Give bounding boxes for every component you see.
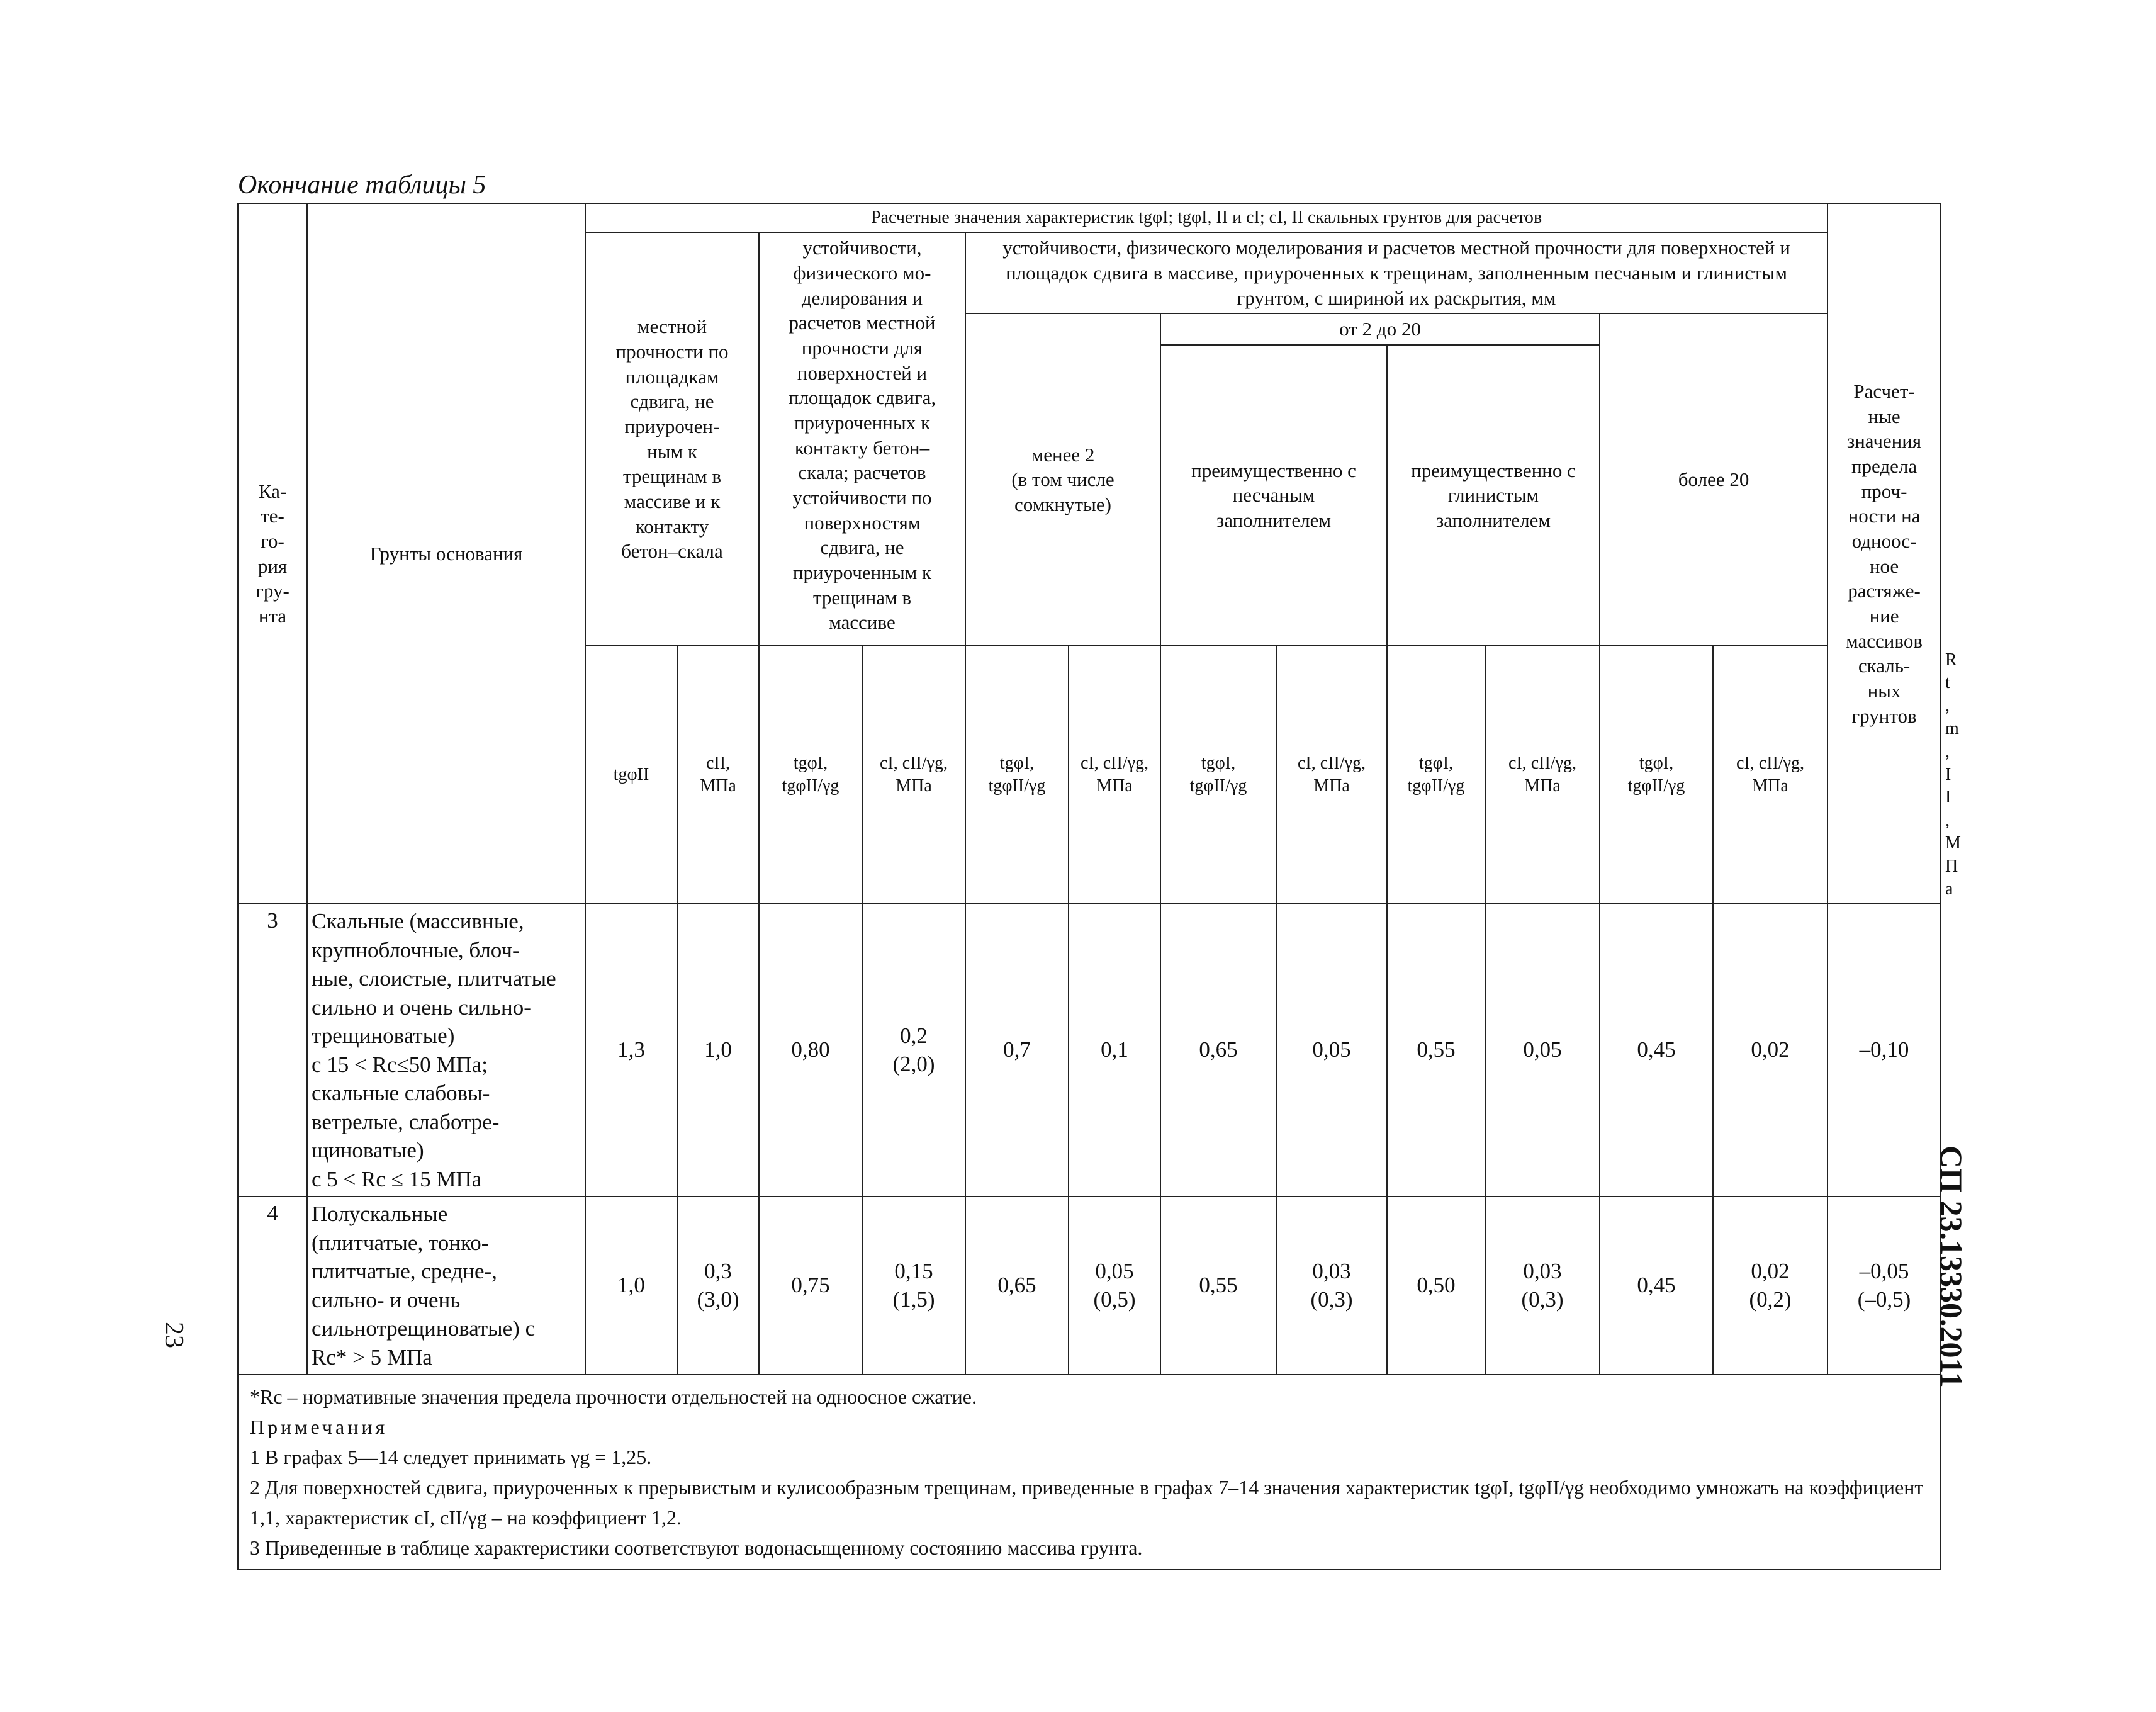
symbol-cell: tgφI, tgφII/γg xyxy=(1387,646,1485,904)
value-cell: 0,3 (3,0) xyxy=(677,1197,759,1375)
note-item: 1 В графах 5—14 следует принимать γg = 1,25. xyxy=(250,1446,652,1469)
row-soil: Скальные (массивные, крупноблочные, блоч- ные, слоистые, плитчатые сильно и очень сильно- трещиноватые) с 15 < Rc≤50 МПа; скальные слабовы- ветрелые, слаботре- щиноватые) с 5 < Rc ≤ 15 МПа xyxy=(307,904,585,1197)
footnote: *Rc – нормативные значения предела прочности отдельностей на одноосное сжатие. xyxy=(250,1385,977,1409)
header-sand: преимущественно с песчаным заполнителем xyxy=(1160,345,1387,646)
symbol-cell: cI, cII/γg, МПа xyxy=(862,646,965,904)
value-cell: 0,75 xyxy=(759,1197,862,1375)
symbol-cell: cI, cII/γg, МПа xyxy=(1069,646,1160,904)
value-cell: 0,65 xyxy=(1160,904,1276,1197)
header-soils: Грунты основания xyxy=(307,203,585,904)
symbol-cell: tgφII xyxy=(585,646,677,904)
value-cell: 0,2 (2,0) xyxy=(862,904,965,1197)
row-soil: Полускальные (плитчатые, тонко- плитчатые, средне-, сильно- и очень сильнотрещиноватые) с Rc* > 5 МПа xyxy=(307,1197,585,1375)
value-cell: –0,10 xyxy=(1828,904,1941,1197)
value-cell: 0,03 (0,3) xyxy=(1276,1197,1387,1375)
header-category: Ка- те- го- рия гру- нта xyxy=(238,203,307,904)
header-less2: менее 2 (в том числе сомкнутые) xyxy=(965,313,1160,646)
row-category: 4 xyxy=(238,1197,307,1375)
symbol-cell: tgφI, tgφII/γg xyxy=(965,646,1069,904)
header-tensile: Расчет- ные значения предела проч- ности на одноос- ное растяже- ние массивов скаль- ных грунтов xyxy=(1828,203,1941,904)
document-code: СП 23.13330.2011 xyxy=(1934,1146,1969,1388)
table-5: Ка- те- го- рия гру- нта Грунты основания Расчетные значения характеристик tgφI; tgφI, II и cI; cI, II скальных грунтов для расчетов Расчет- ные значения предела проч- ности на одноос- ное растяже- ние массивов скаль- ных грунтов местной прочности по площадкам сдвига, не приурочен- ным к трещинам в массиве и к контакту бетон–скала устойчивости, физического мо- делирования и расчетов местной прочности для поверхностей и площадок сдвига, приуроченных к контакту бетон– скала; расчетов устойчивости по поверхностям сдвига, не приуроченным к трещинам в массиве устойчивости, физического моделирования и расчетов местной прочности для поверхностей и площадок сдвига в массиве, приуроченных к трещинам, заполненным песчаным и глинистым грунтом, с шириной их раскрытия, мм менее 2 (в том числе сомкнутые) от 2 до 20 более 20 преимущественно с песчаным заполнителем преимущественно с глинистым заполнителем tgφII cII, МПа tgφI, tgφII/γg cI, cII/γg, МПа tgφI, tgφII/γg cI, cII/γg, МПа tgφI, tgφII/γg cI, cII/γg, МПа tgφI, tgφII/γg cI, cII/γg, МПа tgφI, tgφII/γg cI, cII/γg, МПа Rt,m, II, МПа 3 Скальные (массивные, крупноблочные, блоч- ные, слоистые, плитчатые сильно и очень сильно- трещиноватые) с 15 < Rc≤50 МПа; скальные слабовы- ветрелые, слаботре- щиноватые) с 5 < Rc ≤ 15 МПа 1,3 1,0 0,80 0,2 (2,0) 0,7 0,1 0,65 0,05 0,55 0,05 0,45 0,02 –0,10 4 Полускальные (плитчатые, тонко- плитчатые, средне-, сильно- и очень сильнотрещиноватые) с Rc* > 5 МПа 1,0 0,3 (3,0) 0,75 0,15 (1,5) 0,65 0,05 (0,5) 0,55 0,03 (0,3) 0,50 0,03 (0,3) 0,45 0,02 (0,2) –0,05 (–0,5) *Rc – нормативные значения предела прочности отдельностей на одноосное сжатие. Примечания 1 В графах 5—14 следует принимать γg = 1,25. 2 Для поверхностей сдвига, приуроченных к прерывистым и кулисообразным трещинам, приведенные в графах 7–14 значения характеристик tgφI, tgφII/γg необходимо умножать на коэффициент 1,1, характеристик cI, cII/γg – на коэффициент 1,2. 3 Приведенные в таблице характеристики соответствуют водонасыщенному состоянию массива грунта. xyxy=(237,203,1941,1570)
value-cell: 0,80 xyxy=(759,904,862,1197)
row-category: 3 xyxy=(238,904,307,1197)
table-notes xyxy=(238,1375,1941,1570)
value-cell: 0,55 xyxy=(1387,904,1485,1197)
value-cell: 0,15 (1,5) xyxy=(862,1197,965,1375)
table-caption: Окончание таблицы 5 xyxy=(238,171,486,200)
value-cell: 0,02 xyxy=(1713,904,1828,1197)
symbol-cell: tgφI, tgφII/γg xyxy=(759,646,862,904)
value-cell: 1,0 xyxy=(585,1197,677,1375)
header-cracks: устойчивости, физического моделирования и расчетов местной прочности для поверхностей и площадок сдвига в массиве, приуроченных к трещинам, заполненным песчаным и глинистым грунтом, с шириной их раскрытия, мм xyxy=(965,232,1828,313)
symbol-cell: tgφI, tgφII/γg xyxy=(1160,646,1276,904)
header-from2to20: от 2 до 20 xyxy=(1160,313,1600,345)
table-row xyxy=(238,904,1941,1197)
table-row xyxy=(238,1197,1941,1375)
value-cell: 0,45 xyxy=(1600,1197,1713,1375)
value-cell: 1,0 xyxy=(677,904,759,1197)
header-stability: устойчивости, физического мо- делирования и расчетов местной прочности для поверхностей и площадок сдвига, приуроченных к контакту бетон– скала; расчетов устойчивости по поверхностям сдвига, не приуроченным к трещинам в массиве xyxy=(759,232,965,646)
value-cell: 0,50 xyxy=(1387,1197,1485,1375)
header-more20: более 20 xyxy=(1600,313,1828,646)
value-cell: 0,1 xyxy=(1069,904,1160,1197)
notes-title: Примечания xyxy=(250,1416,388,1439)
symbol-cell: cI, cII/γg, МПа xyxy=(1485,646,1600,904)
value-cell: 0,03 (0,3) xyxy=(1485,1197,1600,1375)
value-cell: –0,05 (–0,5) xyxy=(1828,1197,1941,1375)
note-item: 2 Для поверхностей сдвига, приуроченных к прерывистым и кулисообразным трещинам, приведенные в графах 7–14 значения характеристик tgφI, tgφII/γg необходимо умножать на коэффициент 1,1, характеристик cI, cII/γg – на коэффициент 1,2. xyxy=(250,1476,1924,1529)
symbol-cell: cII, МПа xyxy=(677,646,759,904)
value-cell: 0,05 xyxy=(1485,904,1600,1197)
value-cell: 0,65 xyxy=(965,1197,1069,1375)
header-span-title: Расчетные значения характеристик tgφI; tgφI, II и cI; cI, II скальных грунтов для расчетов xyxy=(585,203,1828,232)
symbol-cell: cI, cII/γg, МПа xyxy=(1713,646,1828,904)
header-clay: преимущественно с глинистым заполнителем xyxy=(1387,345,1600,646)
value-cell: 0,02 (0,2) xyxy=(1713,1197,1828,1375)
value-cell: 0,45 xyxy=(1600,904,1713,1197)
page-number: 23 xyxy=(159,1322,188,1348)
note-item: 3 Приведенные в таблице характеристики соответствуют водонасыщенному состоянию массива грунта. xyxy=(250,1536,1143,1560)
value-cell: 0,7 xyxy=(965,904,1069,1197)
header-local: местной прочности по площадкам сдвига, не приурочен- ным к трещинам в массиве и к контакту бетон–скала xyxy=(585,232,759,646)
symbol-cell: tgφI, tgφII/γg xyxy=(1600,646,1713,904)
value-cell: 0,05 xyxy=(1276,904,1387,1197)
value-cell: 0,55 xyxy=(1160,1197,1276,1375)
value-cell: 0,05 (0,5) xyxy=(1069,1197,1160,1375)
symbol-cell: cI, cII/γg, МПа xyxy=(1276,646,1387,904)
value-cell: 1,3 xyxy=(585,904,677,1197)
